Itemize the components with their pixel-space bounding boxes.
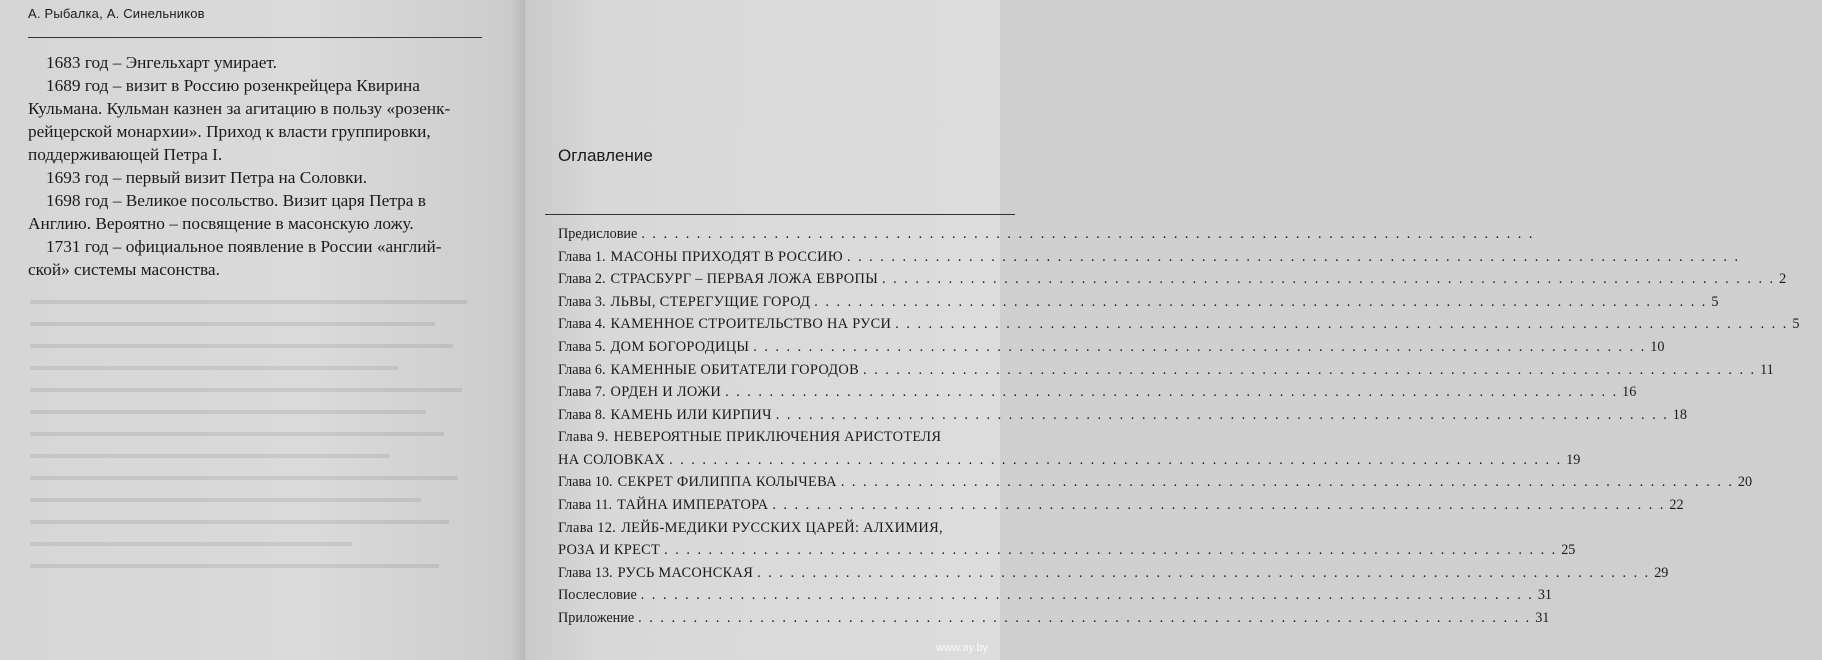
toc-entry-title: КАМЕННОЕ СТРОИТЕЛЬСТВО НА РУСИ xyxy=(610,316,892,333)
toc-leader-dots xyxy=(664,539,1557,562)
toc-entry-label: Глава 3. xyxy=(558,293,606,310)
toc-leader-dots xyxy=(641,584,1534,607)
text-line: рейцерской монархии». Приход к власти группировки, xyxy=(28,122,431,141)
toc-rule xyxy=(545,214,1015,215)
toc-entry xyxy=(558,426,1581,471)
toc-entry-line xyxy=(558,268,1787,291)
toc-entry-page: 22 xyxy=(1669,496,1684,513)
watermark: www.ay.by xyxy=(936,642,988,654)
toc-entry xyxy=(558,381,1637,404)
toc-entry-label: Предисловие xyxy=(558,226,638,242)
toc-entry xyxy=(558,471,1753,494)
toc-leader-dots xyxy=(847,246,1740,269)
toc-entry-line xyxy=(558,562,1669,585)
toc-entry-line xyxy=(558,471,1753,494)
toc-entry xyxy=(558,268,1787,291)
toc-entry-line xyxy=(558,336,1665,359)
toc-entry-page: 5 xyxy=(1792,316,1800,333)
toc-entry xyxy=(558,336,1665,359)
toc-entry-label: Глава 5. xyxy=(558,338,606,355)
toc-entry-page: 31 xyxy=(1535,609,1550,626)
toc-entry-line xyxy=(558,607,1550,630)
text-line: Кульмана. Кульман казнен за агитацию в пользу «розенк- xyxy=(28,99,451,118)
text-line: Англию. Вероятно – посвящение в масонскую ложу. xyxy=(28,214,414,233)
toc-entry-title: ТАЙНА ИМПЕРАТОРА xyxy=(617,496,769,513)
toc-entry-line xyxy=(558,381,1637,404)
table-of-contents xyxy=(558,223,1800,629)
toc-entry-label: Глава 10. xyxy=(558,474,613,491)
toc-entry-page: 11 xyxy=(1760,361,1774,378)
toc-entry xyxy=(558,359,1774,382)
text-line: 1693 год – первый визит Петра на Соловки. xyxy=(46,168,368,187)
toc-entry-page: 2 xyxy=(1779,271,1787,288)
toc-entry-title: МАСОНЫ ПРИХОДЯТ В РОССИЮ xyxy=(610,248,843,265)
toc-leader-dots xyxy=(753,336,1646,359)
toc-entry-label: Глава 13. xyxy=(558,564,613,581)
toc-entry-line xyxy=(558,494,1684,517)
toc-entry-line xyxy=(558,404,1687,427)
toc-entry xyxy=(558,607,1550,630)
toc-entry-page: 18 xyxy=(1672,406,1687,423)
toc-leader-dots xyxy=(757,562,1650,585)
text-line: 1731 год – официальное появление в России «англий- xyxy=(46,237,442,256)
toc-entry-title: ОРДЕН И ЛОЖИ xyxy=(610,384,722,401)
toc-entry-page: 25 xyxy=(1561,542,1576,559)
chronology-paragraph xyxy=(28,189,492,235)
chronology-paragraph xyxy=(46,166,492,189)
toc-entry-title: ДОМ БОГОРОДИЦЫ xyxy=(610,338,750,355)
toc-leader-dots xyxy=(841,471,1734,494)
toc-entry-title: НЕВЕРОЯТНЫЕ ПРИКЛЮЧЕНИЯ АРИСТОТЕЛЯ xyxy=(613,429,942,446)
toc-leader-dots xyxy=(814,291,1707,314)
toc-entry-page: 31 xyxy=(1537,587,1553,604)
toc-leader-dots xyxy=(772,494,1665,517)
toc-entry xyxy=(558,584,1553,607)
toc-entry-title: КАМЕНЬ ИЛИ КИРПИЧ xyxy=(610,406,772,423)
toc-entry-line xyxy=(558,246,1038,269)
toc-entry-label: Глава 7. xyxy=(558,384,606,401)
text-line: 1698 год – Великое посольство. Визит царя Петра в xyxy=(46,191,426,210)
toc-leader-dots xyxy=(638,607,1531,630)
show-through-text xyxy=(30,300,490,620)
toc-entry xyxy=(558,313,1800,336)
toc-entry xyxy=(558,517,1576,562)
toc-entry-title: СТРАСБУРГ – ПЕРВАЯ ЛОЖА ЕВРОПЫ xyxy=(610,271,879,288)
toc-entry-label: Послесловие xyxy=(558,587,637,604)
toc-entry-line xyxy=(558,313,1800,336)
toc-entry-title: ЛЬВЫ, СТЕРЕГУЩИЕ ГОРОД xyxy=(610,293,811,310)
toc-leader-dots xyxy=(776,404,1669,427)
toc-entry-label: Глава 11. xyxy=(558,496,613,513)
text-line: 1683 год – Энгельхарт умирает. xyxy=(46,53,277,72)
toc-entry-page: 10 xyxy=(1650,338,1665,355)
toc-entry-line xyxy=(558,223,1038,246)
toc-entry-label: Глава 12. xyxy=(558,519,617,536)
toc-entry-title: РУСЬ МАСОНСКАЯ xyxy=(617,564,754,581)
toc-entry xyxy=(558,562,1669,585)
toc-entry xyxy=(558,246,1038,269)
toc-entry-label: Глава 2. xyxy=(558,271,606,288)
chronology-paragraph xyxy=(28,74,492,166)
toc-leader-dots xyxy=(725,381,1618,404)
toc-entry xyxy=(558,494,1684,517)
toc-leader-dots xyxy=(669,449,1562,472)
toc-entry-title: ЛЕЙБ-МЕДИКИ РУССКИХ ЦАРЕЙ: АЛХИМИЯ, xyxy=(621,519,943,536)
toc-entry-first-line xyxy=(558,517,1038,540)
chronology-paragraph xyxy=(46,51,492,74)
toc-entry-page: 5 xyxy=(1711,293,1719,310)
toc-entry-line xyxy=(558,584,1553,607)
toc-entry-second-line xyxy=(558,449,1581,472)
toc-entry-first-line xyxy=(558,426,1038,449)
text-line: ской» системы масонства. xyxy=(28,260,220,279)
toc-entry-title-cont: РОЗА И КРЕСТ xyxy=(558,542,661,559)
toc-entry-label: Приложение xyxy=(558,609,635,626)
toc-entry-title: КАМЕННЫЕ ОБИТАТЕЛИ ГОРОДОВ xyxy=(610,361,860,378)
toc-entry-line xyxy=(558,359,1774,382)
toc-entry-title-cont: НА СОЛОВКАХ xyxy=(558,451,666,468)
toc-leader-dots xyxy=(863,359,1756,382)
toc-entry-label: Глава 6. xyxy=(558,361,606,378)
toc-leader-dots xyxy=(895,313,1788,336)
toc-entry-label: Глава 4. xyxy=(558,316,606,333)
toc-entry-page: 29 xyxy=(1654,564,1669,581)
toc-entry-line xyxy=(558,291,1719,314)
running-head: А. Рыбалка, А. Синельников xyxy=(28,6,205,21)
toc-entry xyxy=(558,291,1719,314)
toc-entry-second-line xyxy=(558,539,1576,562)
toc-entry-page: 19 xyxy=(1566,451,1581,468)
left-page xyxy=(0,0,525,660)
toc-title: Оглавление xyxy=(558,146,653,165)
toc-entry xyxy=(558,223,1038,246)
header-rule xyxy=(28,37,482,38)
toc-entry-label: Глава 1. xyxy=(558,248,606,265)
toc-entry xyxy=(558,404,1687,427)
toc-entry-page: 20 xyxy=(1737,474,1753,491)
chronology-text xyxy=(28,51,492,281)
toc-entry-label: Глава 8. xyxy=(558,406,606,423)
toc-leader-dots xyxy=(882,268,1775,291)
text-line: поддерживающей Петра I. xyxy=(28,145,223,164)
chronology-paragraph xyxy=(28,235,492,281)
text-line: 1689 год – визит в Россию розенкрейцера Квирина xyxy=(46,76,420,95)
toc-leader-dots xyxy=(641,223,1534,246)
toc-entry-page: 16 xyxy=(1622,384,1637,401)
toc-entry-label: Глава 9. xyxy=(558,429,609,446)
toc-entry-title: СЕКРЕТ ФИЛИППА КОЛЫЧЕВА xyxy=(617,474,837,491)
